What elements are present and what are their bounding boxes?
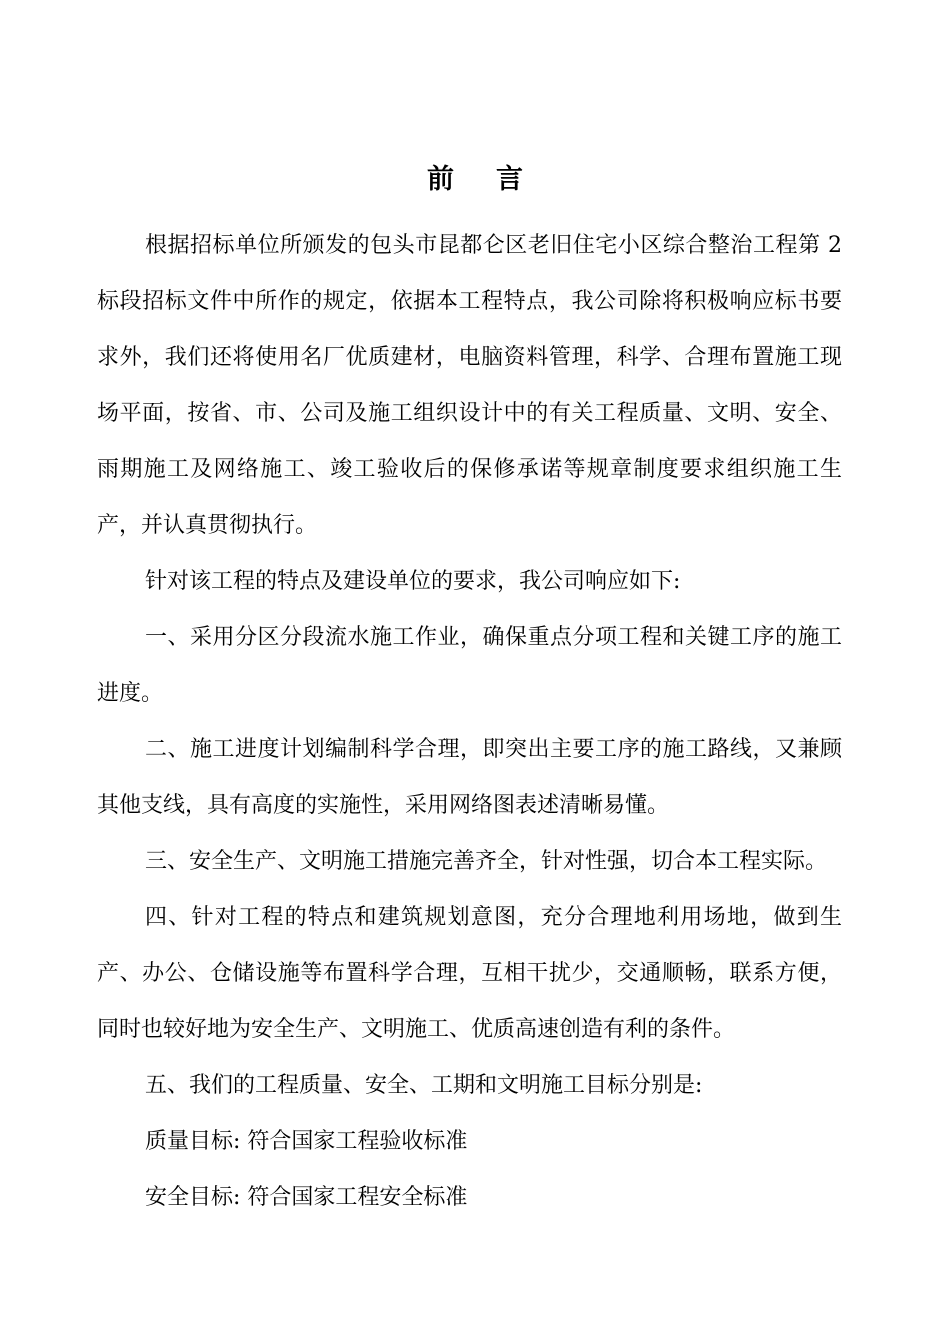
body-text	[97, 218, 842, 1226]
page-title	[0, 160, 950, 200]
page-title-char-2: 言	[496, 164, 523, 195]
paragraph-item-1: 一、采用分区分段流水施工作业，确保重点分项工程和关键工序的施工进度。	[97, 625, 842, 706]
paragraph-item-5: 五、我们的工程质量、安全、工期和文明施工目标分别是:	[145, 1073, 703, 1098]
paragraph-item-4: 四、针对工程的特点和建筑规划意图，充分合理地利用场地，做到生产、办公、仓储设施等布置科学合理，互相干扰少，交通顺畅，联系方便，同时也较好地为安全生产、文明施工、优质高速创造有利的条件。	[97, 905, 842, 1042]
paragraph-intro: 根据招标单位所颁发的包头市昆都仑区老旧住宅小区综合整治工程第 2 标段招标文件中所作的规定，依据本工程特点，我公司除将积极响应标书要求外，我们还将使用名厂优质建材，电脑资料管理，科学、合理布置施工现场平面，按省、市、公司及施工组织设计中的有关工程质量、文明、安全、雨期施工及网络施工、竣工验收后的保修承诺等规章制度要求组织施工生产，并认真贯彻执行。	[97, 233, 842, 538]
paragraph-response-lead: 针对该工程的特点及建设单位的要求，我公司响应如下:	[145, 569, 681, 594]
paragraph-item-3: 三、安全生产、文明施工措施完善齐全，针对性强，切合本工程实际。	[145, 849, 828, 874]
paragraph-quality-goal: 质量目标: 符合国家工程验收标准	[145, 1129, 468, 1154]
paragraph-safety-goal: 安全目标: 符合国家工程安全标准	[145, 1185, 468, 1210]
page-title-char-1: 前	[427, 164, 454, 195]
paragraph-item-2: 二、施工进度计划编制科学合理，即突出主要工序的施工路线，又兼顾其他支线，具有高度的实施性，采用网络图表述清晰易懂。	[97, 737, 842, 818]
